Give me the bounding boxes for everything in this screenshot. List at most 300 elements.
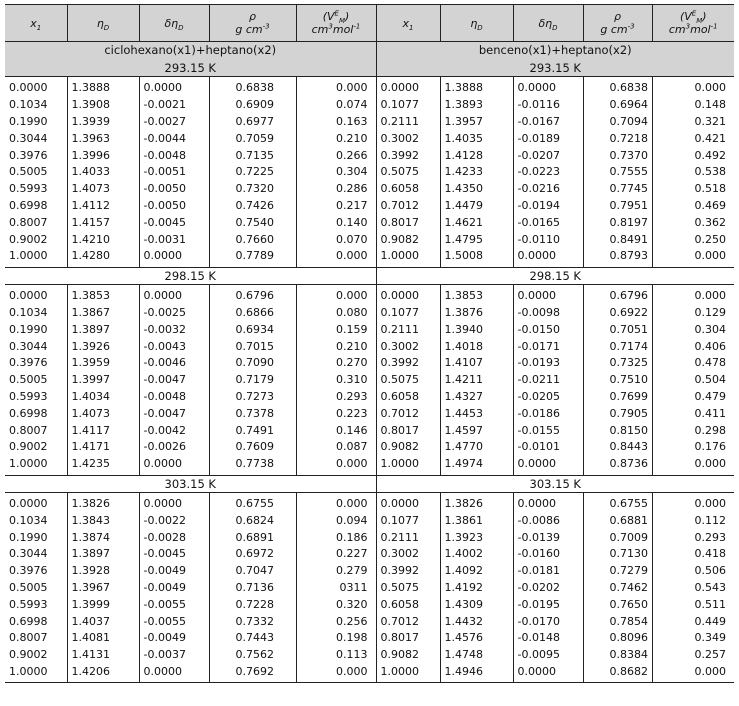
table-cell: 1.4002 [440, 546, 513, 563]
table-row [5, 130, 734, 147]
table-cell: 0.250 [652, 231, 734, 248]
table-cell: 1.4453 [440, 405, 513, 422]
col-rho: ρ g $cm^{-3}$ [583, 5, 652, 42]
table-cell: 0.6998 [9, 614, 48, 628]
table-row [5, 321, 734, 338]
viscosity-density-table [5, 4, 734, 683]
table-cell: 1.4280 [67, 248, 139, 267]
table-cell: 0.7745 [583, 181, 652, 198]
table-cell: 0.7325 [583, 355, 652, 372]
table-cell: 0.7015 [209, 338, 296, 355]
table-row [5, 439, 734, 456]
table-cell: 0.7555 [583, 164, 652, 181]
table-cell: 1.4192 [440, 580, 513, 597]
table-cell: -0.0181 [513, 563, 583, 580]
table-cell: 0.1990 [9, 114, 48, 128]
table-cell: 0.7273 [209, 389, 296, 406]
table-cell: 1.3897 [67, 321, 139, 338]
table-cell: 0.7370 [583, 147, 652, 164]
table-cell: 0.3976 [9, 148, 48, 162]
table-cell: 0.163 [296, 114, 376, 131]
table-cell: 1.4035 [440, 130, 513, 147]
table-cell: 0.6972 [209, 546, 296, 563]
temperature-label: 293.15 K [376, 59, 734, 77]
table-cell: 0.000 [296, 77, 376, 97]
table-cell: 0.7426 [209, 198, 296, 215]
table-cell: 0.7225 [209, 164, 296, 181]
table-cell: 0.000 [652, 284, 734, 304]
table-cell: 0.113 [296, 647, 376, 664]
table-cell: 1.4350 [440, 181, 513, 198]
table-cell: 1.4128 [440, 147, 513, 164]
data-table-container [5, 4, 734, 683]
system-left-label: ciclohexano(x1)+heptano(x2) [5, 42, 376, 60]
table-cell: 0.7692 [209, 664, 296, 683]
table-cell: 0.3002 [376, 130, 440, 147]
table-cell: -0.0049 [139, 580, 209, 597]
table-cell: 0.146 [296, 422, 376, 439]
table-cell: 0.543 [652, 580, 734, 597]
table-cell: 0.140 [296, 214, 376, 231]
table-cell: 1.4018 [440, 338, 513, 355]
table-cell: 1.4206 [67, 664, 139, 683]
table-cell: 0.5005 [9, 373, 48, 387]
table-row [5, 338, 734, 355]
table-cell: -0.0186 [513, 405, 583, 422]
table-cell: -0.0050 [139, 198, 209, 215]
table-cell: 1.3926 [67, 338, 139, 355]
table-cell: 0.5075 [376, 372, 440, 389]
table-cell: 1.3939 [67, 114, 139, 131]
table-cell: 0.1990 [9, 322, 48, 336]
table-cell: 1.4479 [440, 198, 513, 215]
table-cell: 1.4770 [440, 439, 513, 456]
col-x1: $x_1$ [376, 5, 440, 42]
table-cell: -0.0193 [513, 355, 583, 372]
table-cell: 0.3002 [376, 546, 440, 563]
table-cell: 1.0000 [9, 249, 48, 263]
table-cell: 0.6755 [209, 492, 296, 512]
table-cell: 0.8197 [583, 214, 652, 231]
table-cell: -0.0051 [139, 164, 209, 181]
table-cell: -0.0095 [513, 647, 583, 664]
table-cell: 1.3867 [67, 305, 139, 322]
table-cell: 0.298 [652, 422, 734, 439]
table-cell: -0.0148 [513, 630, 583, 647]
table-cell: -0.0205 [513, 389, 583, 406]
table-cell: 1.3959 [67, 355, 139, 372]
table-cell: 1.3826 [67, 492, 139, 512]
table-cell: 0.9082 [376, 439, 440, 456]
table-cell: 1.4037 [67, 613, 139, 630]
table-row [5, 664, 734, 683]
table-cell: 0.6909 [209, 97, 296, 114]
table-row [5, 492, 734, 512]
table-cell: -0.0207 [513, 147, 583, 164]
table-cell: 0.7047 [209, 563, 296, 580]
table-cell: -0.0195 [513, 596, 583, 613]
table-cell: 1.3897 [67, 546, 139, 563]
table-cell: -0.0021 [139, 97, 209, 114]
table-cell: 1.4092 [440, 563, 513, 580]
table-cell: 0.6998 [9, 406, 48, 420]
table-cell: -0.0044 [139, 130, 209, 147]
table-cell: 0.2111 [376, 114, 440, 131]
table-cell: 0.0000 [376, 284, 440, 304]
table-cell: 0.9002 [9, 440, 48, 454]
table-row [5, 164, 734, 181]
table-cell: 0.349 [652, 630, 734, 647]
table-cell: 0.0000 [513, 664, 583, 683]
table-row [5, 181, 734, 198]
table-cell: 0.000 [652, 248, 734, 267]
table-cell: 0.0000 [139, 77, 209, 97]
table-cell: 1.4235 [67, 456, 139, 475]
table-cell: 0.0000 [139, 248, 209, 267]
table-cell: 0.0000 [139, 456, 209, 475]
table-cell: 0.7510 [583, 372, 652, 389]
table-cell: 0.000 [652, 77, 734, 97]
table-cell: 0.6922 [583, 305, 652, 322]
table-cell: 0.000 [652, 664, 734, 683]
table-cell: 1.4432 [440, 613, 513, 630]
table-cell: 0.9082 [376, 231, 440, 248]
table-cell: 1.3928 [67, 563, 139, 580]
table-cell: 0.074 [296, 97, 376, 114]
table-cell: 0.070 [296, 231, 376, 248]
table-cell: 0.198 [296, 630, 376, 647]
table-cell: 0.7905 [583, 405, 652, 422]
table-cell: 1.0000 [9, 664, 48, 678]
table-cell: 0.7660 [209, 231, 296, 248]
table-cell: 0.518 [652, 181, 734, 198]
system-right-label: benceno(x1)+heptano(x2) [376, 42, 734, 60]
table-cell: -0.0037 [139, 647, 209, 664]
table-cell: 0.469 [652, 198, 734, 215]
table-cell: 1.4034 [67, 389, 139, 406]
table-cell: -0.0194 [513, 198, 583, 215]
table-cell: 0.6796 [583, 284, 652, 304]
table-cell: -0.0047 [139, 372, 209, 389]
table-cell: 0.7179 [209, 372, 296, 389]
table-cell: 0.000 [296, 664, 376, 683]
table-cell: 1.4211 [440, 372, 513, 389]
table-cell: -0.0026 [139, 439, 209, 456]
table-cell: 0.8443 [583, 439, 652, 456]
table-cell: 0.6977 [209, 114, 296, 131]
table-cell: 1.4597 [440, 422, 513, 439]
table-cell: -0.0048 [139, 147, 209, 164]
table-cell: 0.186 [296, 529, 376, 546]
table-row [5, 613, 734, 630]
table-cell: 0.7094 [583, 114, 652, 131]
table-cell: 1.3963 [67, 130, 139, 147]
table-cell: 1.3888 [440, 77, 513, 97]
table-cell: -0.0139 [513, 529, 583, 546]
table-cell: -0.0086 [513, 512, 583, 529]
temperature-label: 293.15 K [5, 59, 376, 77]
table-cell: 1.3923 [440, 529, 513, 546]
table-cell: 0.3044 [9, 131, 48, 145]
table-cell: 1.4795 [440, 231, 513, 248]
table-cell: 0.8017 [376, 630, 440, 647]
table-cell: 0.8491 [583, 231, 652, 248]
table-cell: 0.478 [652, 355, 734, 372]
table-cell: 1.3996 [67, 147, 139, 164]
table-cell: 1.3876 [440, 305, 513, 322]
table-cell: 0.1077 [376, 512, 440, 529]
table-cell: 1.3826 [440, 492, 513, 512]
table-cell: -0.0046 [139, 355, 209, 372]
table-row [5, 284, 734, 304]
table-cell: 0.1034 [9, 305, 48, 319]
table-cell: 1.4621 [440, 214, 513, 231]
table-cell: 0.7854 [583, 613, 652, 630]
table-cell: 1.4131 [67, 647, 139, 664]
table-cell: 0.6838 [209, 77, 296, 97]
table-cell: 1.3843 [67, 512, 139, 529]
table-cell: 0.6998 [9, 198, 48, 212]
table-row [5, 563, 734, 580]
table-cell: -0.0049 [139, 563, 209, 580]
table-cell: 0.9002 [9, 648, 48, 662]
table-cell: 0.227 [296, 546, 376, 563]
table-cell: 0.7332 [209, 613, 296, 630]
table-cell: 0.000 [296, 492, 376, 512]
table-cell: 0.7443 [209, 630, 296, 647]
table-cell: -0.0165 [513, 214, 583, 231]
table-cell: 0.7378 [209, 405, 296, 422]
table-cell: 0.293 [652, 529, 734, 546]
table-cell: 0.7051 [583, 321, 652, 338]
col-deta: $\delta\eta_D$ [139, 5, 209, 42]
table-cell: 0.210 [296, 130, 376, 147]
table-cell: 0.7135 [209, 147, 296, 164]
table-cell: -0.0027 [139, 114, 209, 131]
table-cell: 0.8007 [9, 215, 48, 229]
table-cell: 0.7951 [583, 198, 652, 215]
table-cell: -0.0189 [513, 130, 583, 147]
table-cell: 0.0000 [513, 456, 583, 475]
table-cell: 0.304 [296, 164, 376, 181]
table-cell: 0.000 [296, 284, 376, 304]
table-cell: 0.5005 [9, 165, 48, 179]
table-cell: -0.0223 [513, 164, 583, 181]
table-cell: 0.7059 [209, 130, 296, 147]
table-cell: 0.223 [296, 405, 376, 422]
table-cell: 0.8007 [9, 423, 48, 437]
table-cell: 0.5075 [376, 580, 440, 597]
table-cell: 0.6824 [209, 512, 296, 529]
table-row [5, 456, 734, 475]
table-cell: 1.4033 [67, 164, 139, 181]
table-cell: 0.257 [652, 647, 734, 664]
table-cell: -0.0050 [139, 181, 209, 198]
table-cell: 0.7789 [209, 248, 296, 267]
table-cell: 0.6934 [209, 321, 296, 338]
table-cell: 0.7090 [209, 355, 296, 372]
table-cell: 0.362 [652, 214, 734, 231]
table-cell: 0.3992 [376, 355, 440, 372]
table-cell: 0.538 [652, 164, 734, 181]
table-cell: 1.3874 [67, 529, 139, 546]
table-row [5, 647, 734, 664]
table-cell: 0.6838 [583, 77, 652, 97]
table-cell: -0.0045 [139, 214, 209, 231]
table-cell: 0.8736 [583, 456, 652, 475]
table-cell: -0.0022 [139, 512, 209, 529]
table-cell: 0.217 [296, 198, 376, 215]
table-cell: 0.1077 [376, 97, 440, 114]
table-row [5, 422, 734, 439]
table-cell: 0.8096 [583, 630, 652, 647]
table-cell: -0.0160 [513, 546, 583, 563]
table-cell: 0.8017 [376, 422, 440, 439]
table-cell: 0.8793 [583, 248, 652, 267]
table-row [5, 580, 734, 597]
table-cell: 0.3002 [376, 338, 440, 355]
table-cell: 1.0000 [376, 664, 440, 683]
table-cell: 0.304 [652, 321, 734, 338]
table-cell: 0.0000 [376, 492, 440, 512]
table-cell: 1.3940 [440, 321, 513, 338]
table-row [5, 114, 734, 131]
table-cell: 0.0000 [513, 77, 583, 97]
table-cell: 0.0000 [513, 284, 583, 304]
table-cell: 1.3893 [440, 97, 513, 114]
table-cell: 0.406 [652, 338, 734, 355]
table-cell: 0.1990 [9, 530, 48, 544]
table-row [5, 512, 734, 529]
table-cell: 0.286 [296, 181, 376, 198]
table-cell: 0.492 [652, 147, 734, 164]
table-cell: 0.6891 [209, 529, 296, 546]
table-cell: 1.4073 [67, 405, 139, 422]
table-cell: 0.7699 [583, 389, 652, 406]
table-cell: 1.4974 [440, 456, 513, 475]
table-row [5, 355, 734, 372]
table-cell: -0.0110 [513, 231, 583, 248]
col-ve: $(V^E_M)$ $cm^3mol^{-1}$ [296, 5, 376, 42]
table-cell: 0.6881 [583, 512, 652, 529]
table-cell: 1.4081 [67, 630, 139, 647]
table-cell: 0.0000 [9, 496, 48, 510]
table-cell: 0.7228 [209, 596, 296, 613]
table-cell: 1.0000 [376, 248, 440, 267]
table-cell: 0.080 [296, 305, 376, 322]
table-cell: -0.0216 [513, 181, 583, 198]
table-cell: -0.0116 [513, 97, 583, 114]
table-cell: 1.4309 [440, 596, 513, 613]
table-cell: 0.094 [296, 512, 376, 529]
table-cell: 0.7562 [209, 647, 296, 664]
table-cell: 0.0000 [139, 284, 209, 304]
table-cell: 1.3888 [67, 77, 139, 97]
table-cell: 0.8017 [376, 214, 440, 231]
table-row [5, 405, 734, 422]
table-cell: 1.4107 [440, 355, 513, 372]
table-cell: 1.4171 [67, 439, 139, 456]
table-cell: 0.1034 [9, 98, 48, 112]
table-cell: 0.7609 [209, 439, 296, 456]
table-cell: 1.4946 [440, 664, 513, 683]
table-cell: -0.0045 [139, 546, 209, 563]
table-cell: 0.320 [296, 596, 376, 613]
table-cell: 0.266 [296, 147, 376, 164]
table-cell: 0.411 [652, 405, 734, 422]
table-cell: 0.6964 [583, 97, 652, 114]
table-cell: 0.7012 [376, 613, 440, 630]
table-cell: 1.4748 [440, 647, 513, 664]
table-cell: 0.5993 [9, 389, 48, 403]
table-cell: 0.3992 [376, 563, 440, 580]
table-row [5, 596, 734, 613]
table-row [5, 214, 734, 231]
table-cell: 1.3908 [67, 97, 139, 114]
table-cell: 1.0000 [9, 457, 48, 471]
table-cell: 0.0000 [513, 492, 583, 512]
table-cell: 0.000 [652, 456, 734, 475]
temperature-label: 303.15 K [376, 475, 734, 492]
col-eta: $\eta_D$ [440, 5, 513, 42]
table-cell: -0.0150 [513, 321, 583, 338]
temperature-label: 298.15 K [376, 267, 734, 284]
table-cell: 0.5993 [9, 597, 48, 611]
table-cell: 0.418 [652, 546, 734, 563]
table-cell: 0.7650 [583, 596, 652, 613]
table-cell: -0.0031 [139, 231, 209, 248]
table-cell: 0.0000 [376, 77, 440, 97]
table-cell: 0.504 [652, 372, 734, 389]
table-cell: 0.421 [652, 130, 734, 147]
table-cell: 0.8007 [9, 631, 48, 645]
table-cell: 0.7012 [376, 198, 440, 215]
table-cell: 0.6755 [583, 492, 652, 512]
table-cell: 0.148 [652, 97, 734, 114]
table-cell: -0.0171 [513, 338, 583, 355]
table-cell: -0.0167 [513, 114, 583, 131]
table-cell: 0.9082 [376, 647, 440, 664]
table-cell: 0.7136 [209, 580, 296, 597]
table-cell: -0.0055 [139, 596, 209, 613]
table-cell: 1.3957 [440, 114, 513, 131]
table-cell: -0.0047 [139, 405, 209, 422]
table-cell: 0.8150 [583, 422, 652, 439]
table-cell: 1.4327 [440, 389, 513, 406]
table-cell: 0.5005 [9, 580, 48, 594]
table-cell: 0.129 [652, 305, 734, 322]
table-cell: 0.087 [296, 439, 376, 456]
table-cell: 1.5008 [440, 248, 513, 267]
table-cell: 0.479 [652, 389, 734, 406]
table-cell: 0.7009 [583, 529, 652, 546]
table-cell: -0.0170 [513, 613, 583, 630]
table-cell: 0311 [296, 580, 376, 597]
col-deta: $\delta\eta_D$ [513, 5, 583, 42]
table-cell: 0.000 [296, 248, 376, 267]
table-cell: 0.3044 [9, 339, 48, 353]
table-cell: 0.7130 [583, 546, 652, 563]
table-cell: -0.0101 [513, 439, 583, 456]
table-cell: 0.2111 [376, 321, 440, 338]
table-cell: 1.4157 [67, 214, 139, 231]
col-ve: $(V^E_M)$ $cm^3mol^{-1}$ [652, 5, 734, 42]
table-cell: 0.3992 [376, 147, 440, 164]
table-row [5, 546, 734, 563]
table-cell: -0.0042 [139, 422, 209, 439]
table-row [5, 97, 734, 114]
table-cell: 0.6796 [209, 284, 296, 304]
